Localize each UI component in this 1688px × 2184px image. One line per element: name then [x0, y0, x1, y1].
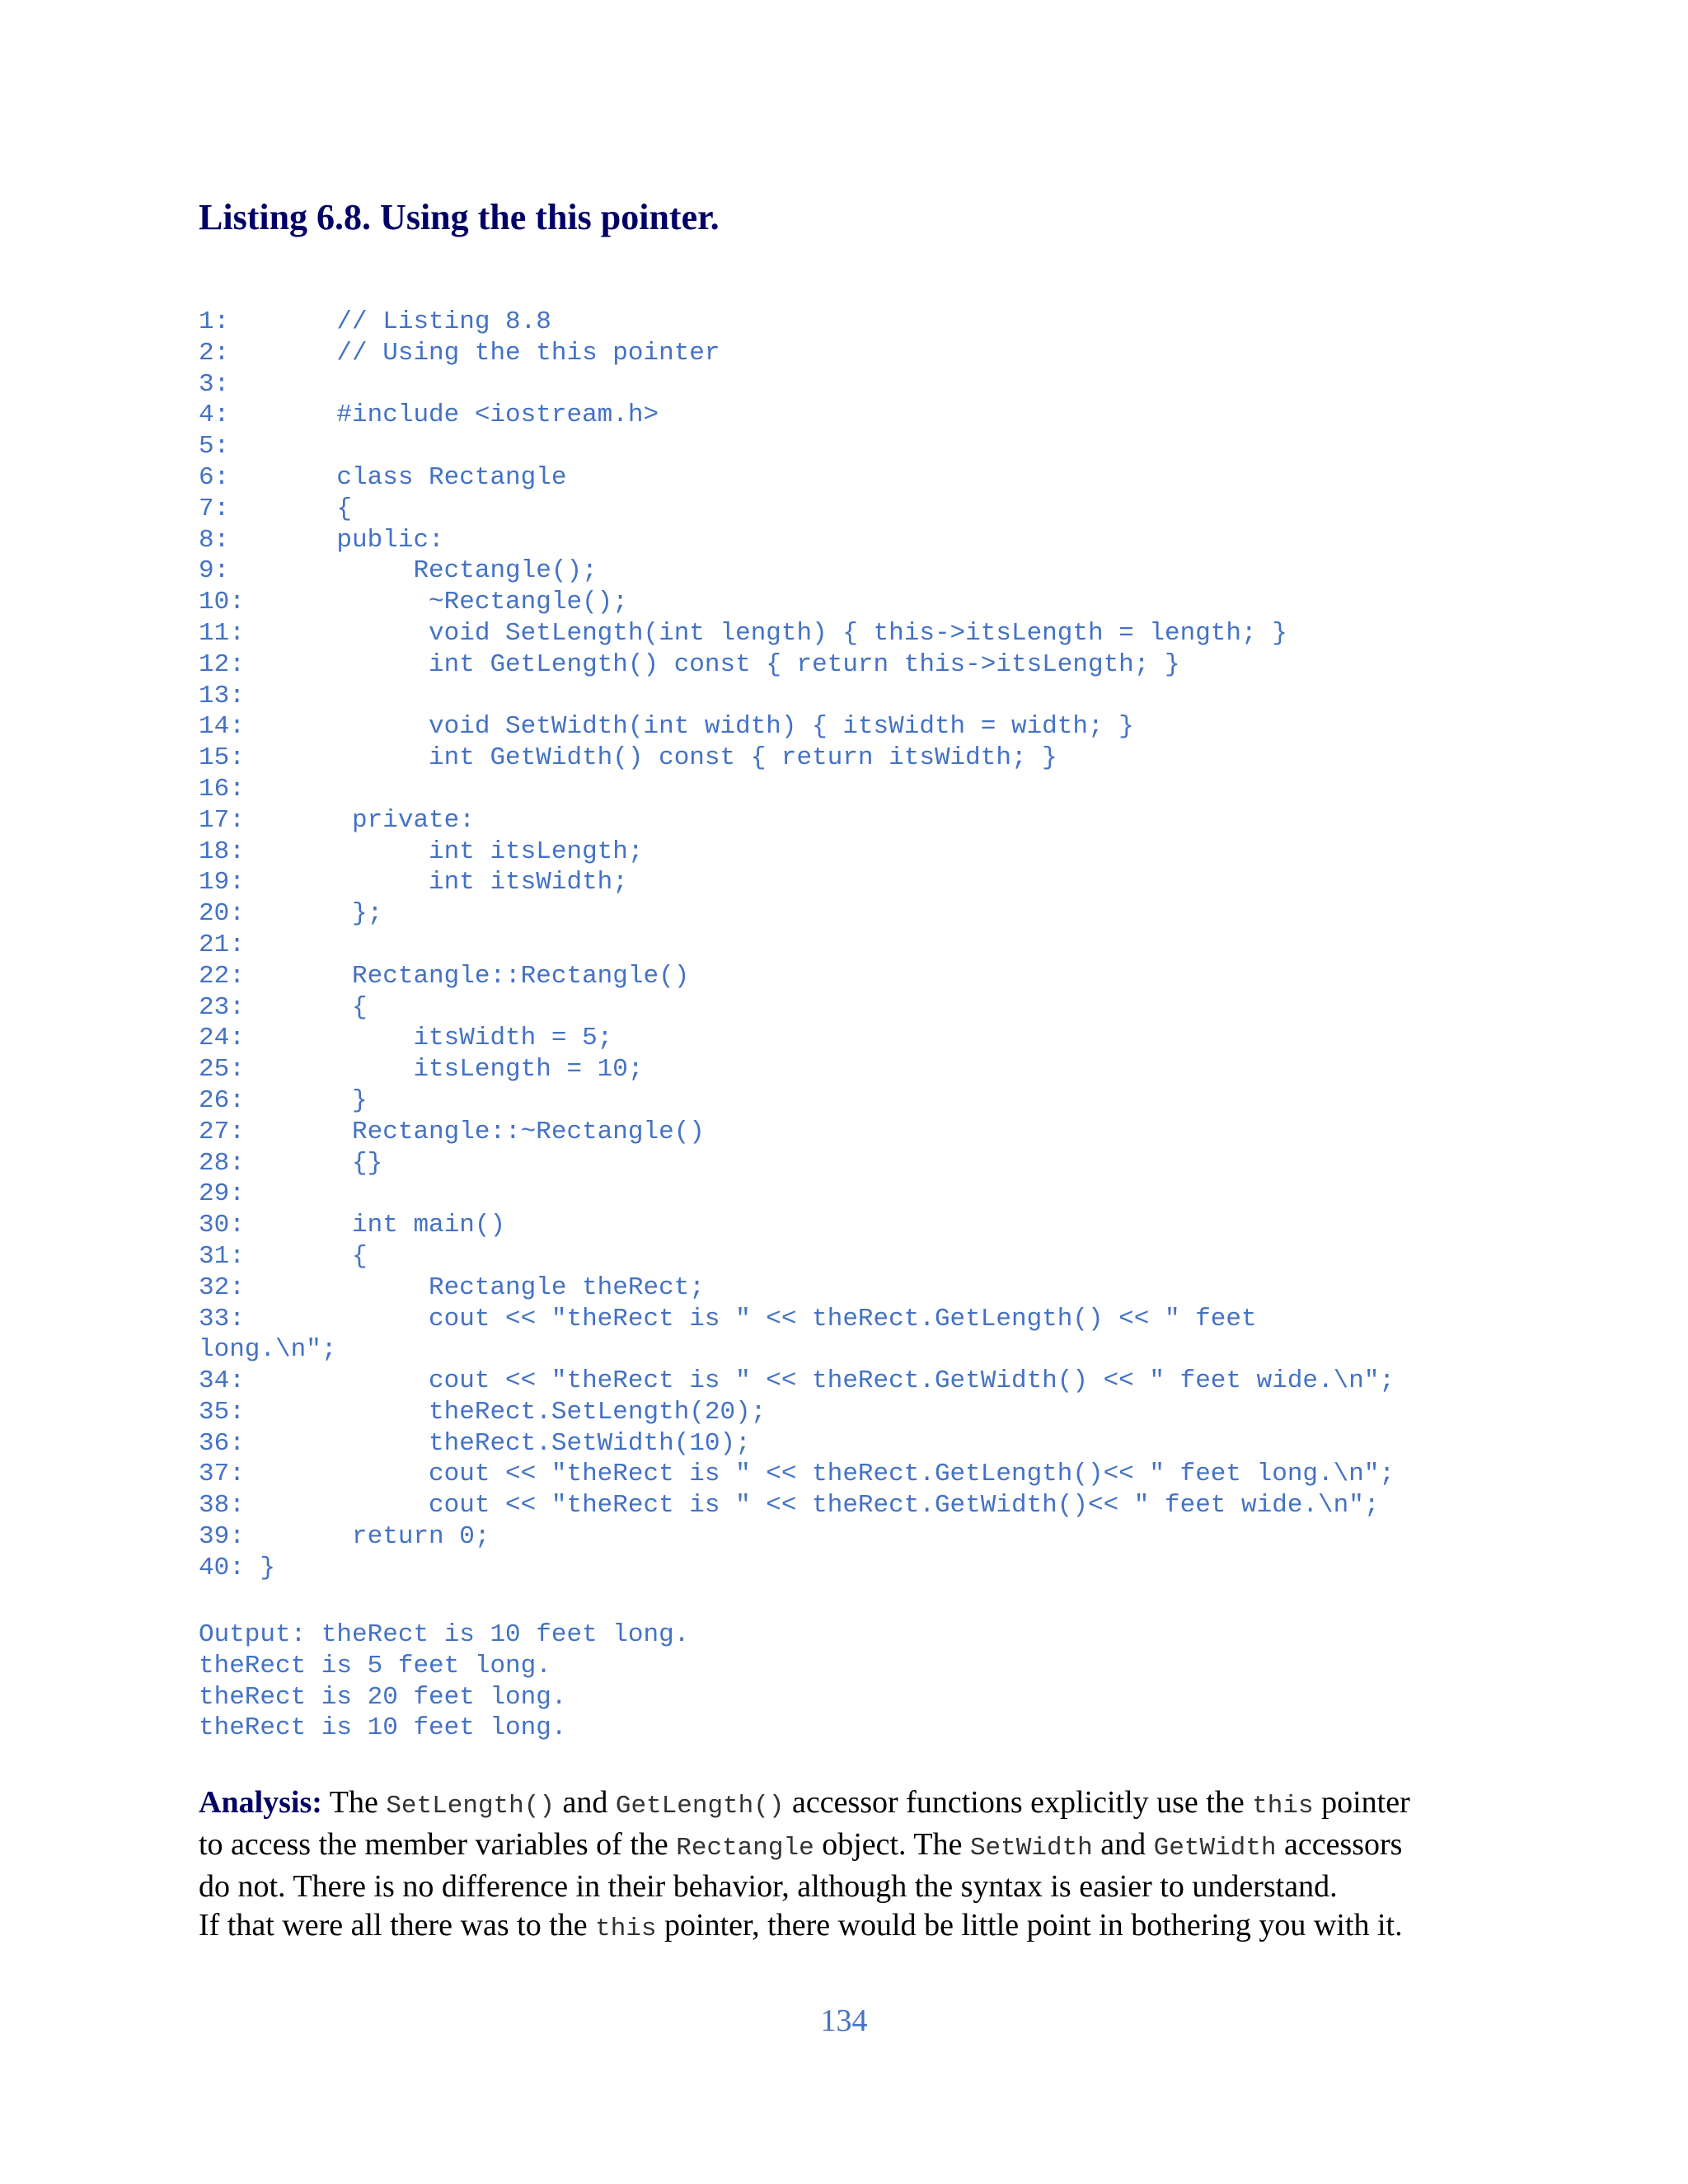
code-line: 15: int GetWidth() const { return itsWidth; } — [199, 743, 1057, 773]
output-line: theRect is 20 feet long. — [199, 1682, 567, 1712]
code-line: 33: cout << "theRect is " << theRect.GetLength() << " feet — [199, 1304, 1257, 1333]
code-line: 9: Rectangle(); — [199, 556, 598, 586]
analysis-label: Analysis: — [199, 1785, 322, 1820]
analysis-text: accessor functions explicitly use the — [784, 1785, 1253, 1820]
code-line: 14: void SetWidth(int width) { itsWidth = width; } — [199, 712, 1134, 742]
code-line: 34: cout << "theRect is " << theRect.GetWidth() << " feet wide.\n"; — [199, 1366, 1395, 1396]
code-line: 21: — [199, 930, 245, 959]
code-line: 5: — [199, 432, 230, 462]
code-line: 11: void SetLength(int length) { this->itsLength = length; } — [199, 618, 1287, 648]
code-line: 1: // Listing 8.8 — [199, 307, 551, 336]
code-line: 20: }; — [199, 899, 383, 929]
code-line: 35: theRect.SetLength(20); — [199, 1397, 767, 1427]
listing-heading: Listing 6.8. Using the this pointer. — [199, 197, 720, 237]
analysis-text: If that were all there was to the — [199, 1908, 596, 1943]
analysis-text: pointer — [1313, 1785, 1410, 1820]
inline-code: GetWidth — [1153, 1834, 1277, 1863]
analysis-line — [199, 1825, 1501, 1868]
output-line: Output: theRect is 10 feet long. — [199, 1620, 690, 1649]
code-line: 26: } — [199, 1085, 368, 1115]
analysis-text: and — [554, 1785, 616, 1820]
code-line: 25: itsLength = 10; — [199, 1055, 644, 1085]
inline-code: this — [595, 1915, 657, 1943]
analysis-line — [199, 1783, 1501, 1825]
inline-code: Rectangle — [676, 1834, 814, 1863]
code-line: 28: {} — [199, 1148, 383, 1178]
inline-code: GetLength() — [615, 1792, 785, 1821]
code-line: 32: Rectangle theRect; — [199, 1272, 705, 1302]
code-line: 27: Rectangle::~Rectangle() — [199, 1117, 705, 1146]
code-line: 24: itsWidth = 5; — [199, 1024, 613, 1053]
code-line: 8: public: — [199, 525, 444, 555]
code-line: 23: { — [199, 992, 368, 1022]
output-line: theRect is 10 feet long. — [199, 1713, 567, 1743]
inline-code: SetWidth — [969, 1834, 1093, 1863]
analysis-line — [199, 1906, 1501, 1948]
program-output — [199, 1619, 689, 1744]
code-line: 3: — [199, 369, 230, 399]
code-line: 12: int GetLength() const { return this->itsLength; } — [199, 649, 1180, 679]
output-line: theRect is 5 feet long. — [199, 1651, 551, 1680]
code-line: 31: { — [199, 1241, 368, 1271]
code-listing — [199, 307, 1395, 1584]
analysis-paragraph — [199, 1783, 1501, 1948]
code-line: 16: — [199, 774, 245, 804]
analysis-line: do not. There is no difference in their behavior, although the syntax is easier to understand. — [199, 1869, 1338, 1904]
code-line: 37: cout << "theRect is " << theRect.GetLength()<< " feet long.\n"; — [199, 1460, 1395, 1489]
code-line: 6: class Rectangle — [199, 462, 567, 492]
code-line: long.\n"; — [199, 1335, 337, 1365]
inline-code: SetLength() — [386, 1792, 555, 1821]
inline-code: this — [1252, 1792, 1314, 1821]
analysis-text: The — [321, 1785, 387, 1820]
code-line: 29: — [199, 1179, 245, 1209]
analysis-text: object. The — [814, 1827, 970, 1862]
code-line: 38: cout << "theRect is " << theRect.GetWidth()<< " feet wide.\n"; — [199, 1491, 1380, 1521]
code-line: 18: int itsLength; — [199, 837, 644, 866]
code-line: 22: Rectangle::Rectangle() — [199, 961, 690, 991]
code-line: 19: int itsWidth; — [199, 868, 628, 898]
code-line: 17: private: — [199, 805, 475, 835]
code-line: 40: } — [199, 1553, 276, 1582]
page-number: 134 — [820, 2004, 868, 2038]
analysis-text: accessors — [1276, 1827, 1403, 1862]
analysis-text: and — [1092, 1827, 1154, 1862]
code-line: 36: theRect.SetWidth(10); — [199, 1428, 751, 1458]
code-line: 4: #include <iostream.h> — [199, 401, 659, 430]
code-line: 39: return 0; — [199, 1522, 490, 1552]
code-line: 7: { — [199, 494, 353, 523]
code-line: 30: int main() — [199, 1211, 506, 1240]
code-line: 10: ~Rectangle(); — [199, 588, 628, 617]
code-line: 13: — [199, 681, 245, 710]
analysis-text: pointer, there would be little point in bothering you with it. — [656, 1908, 1403, 1943]
analysis-text: to access the member variables of the — [199, 1827, 677, 1862]
code-line: 2: // Using the this pointer — [199, 338, 720, 368]
